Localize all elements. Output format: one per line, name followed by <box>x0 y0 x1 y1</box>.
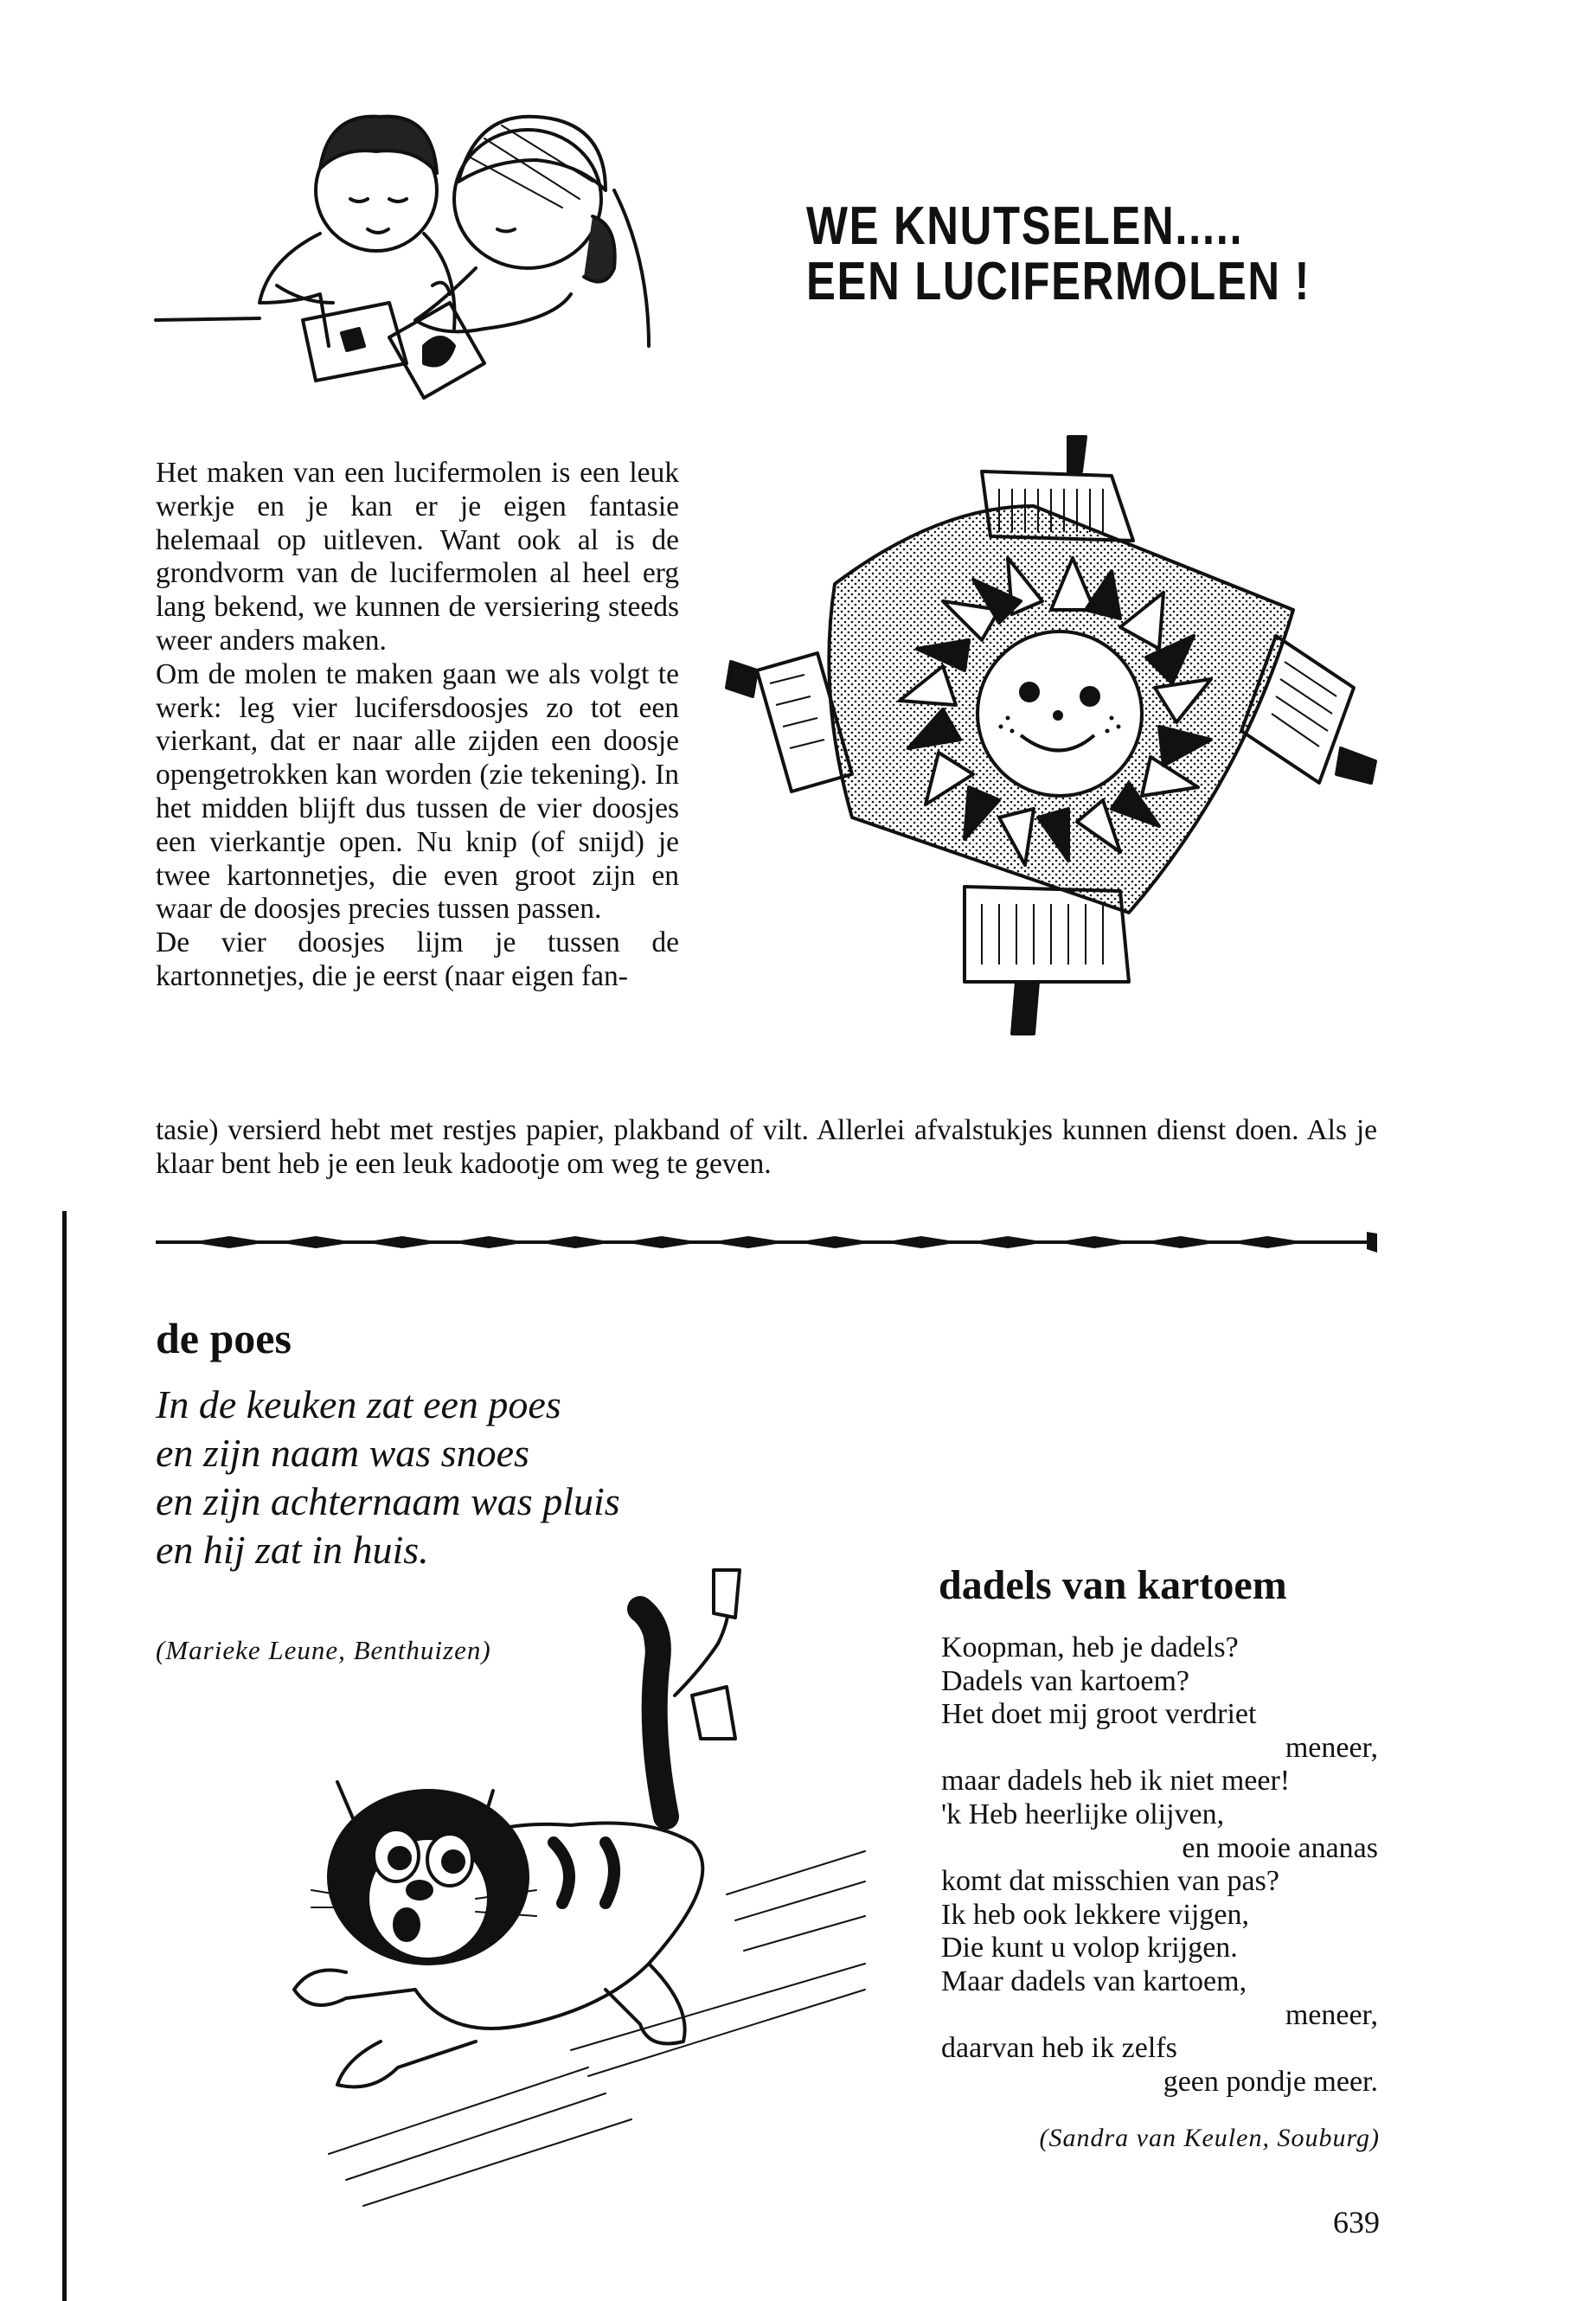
running-cat-illustration <box>242 1557 882 2214</box>
poem2-line: en mooie ananas <box>1182 1831 1378 1864</box>
poem2-line: Maar dadels van kartoem, <box>941 1965 1247 1997</box>
poem2-line: komt dat misschien van pas? <box>941 1865 1279 1898</box>
poem2-title: dadels van kartoem <box>939 1562 1287 1608</box>
poem2-line: Koopman, heb je dadels? <box>941 1631 1239 1663</box>
article-paragraph-3-end: tasie) versierd hebt met restjes papier, plakband of vilt. Allerlei afvalstukjes kunnen dienst doen. Als je klaar bent heb je een leuk kadootje om weg te geven. <box>156 1114 1377 1180</box>
article-title-line1: WE KNUTSELEN..... <box>806 196 1244 256</box>
poem2-line: Die kunt u volop krijgen. <box>941 1932 1238 1965</box>
article-title-line2: EEN LUCIFERMOLEN ! <box>806 252 1311 311</box>
children-crafting-illustration <box>156 87 779 415</box>
poem1-title: de poes <box>156 1314 292 1362</box>
poem2-line: maar dadels heb ik niet meer! <box>941 1765 1291 1798</box>
poem2-line: 'k Heb heerlijke olijven, <box>941 1798 1225 1830</box>
poem1-line: en zijn naam was snoes <box>156 1431 529 1475</box>
poem1-line: In de keuken zat een poes <box>156 1382 561 1426</box>
article-paragraph-3-start: De vier doosjes lijm je tussen de kartonnetjes, die je eerst (naar eigen fan- <box>156 926 679 992</box>
article-text-wrapped <box>156 457 679 994</box>
poem2-line: meneer, <box>1285 1731 1378 1764</box>
matchbox-mill-illustration <box>722 437 1380 1042</box>
decorative-divider <box>156 1227 1384 1258</box>
poem2-body <box>941 1631 1378 2099</box>
poem2-line: Het doet mij groot verdriet <box>941 1698 1257 1731</box>
poem2-line: meneer, <box>1285 1998 1378 2031</box>
page-left-rule <box>62 1211 67 2301</box>
poem2-line: Dadels van kartoem? <box>941 1664 1189 1697</box>
article-paragraph-1: Het maken van een lucifermolen is een leuk werkje en je kan er je eigen fantasie helemaal op uitleven. Want ook al is de grondvorm van de lucifermolen al heel erg lang bekend, we kunnen de versiering steeds weer anders maken. <box>156 457 679 657</box>
poem1-line: en zijn achternaam was pluis <box>156 1479 620 1523</box>
page-number: 639 <box>1333 2205 1380 2240</box>
article-paragraph-2: Om de molen te maken gaan we als volgt te werk: leg vier lucifersdoosjes zo tot een vierkant, dat er naar alle zijden een doosje opengetrokken kan worden (zie tekening). In het midden blijft dus tussen de vier doosjes een vierkantje open. Nu knip (of snijd) je twee kartonnetjes, die even groot zijn en waar de doosjes precies tussen passen. <box>156 657 679 926</box>
poem2-line: geen pondje meer. <box>1163 2065 1378 2098</box>
poem2-credit: (Sandra van Keulen, Souburg) <box>1039 2124 1380 2152</box>
poem1-line: en hij zat in huis. <box>156 1528 429 1572</box>
poem1-credit: (Marieke Leune, Benthuizen) <box>156 1635 491 1665</box>
poem2-line: Ik heb ook lekkere vijgen, <box>941 1898 1249 1931</box>
poem2-line: daarvan heb ik zelfs <box>941 2032 1177 2065</box>
poem1-body <box>156 1381 620 1574</box>
